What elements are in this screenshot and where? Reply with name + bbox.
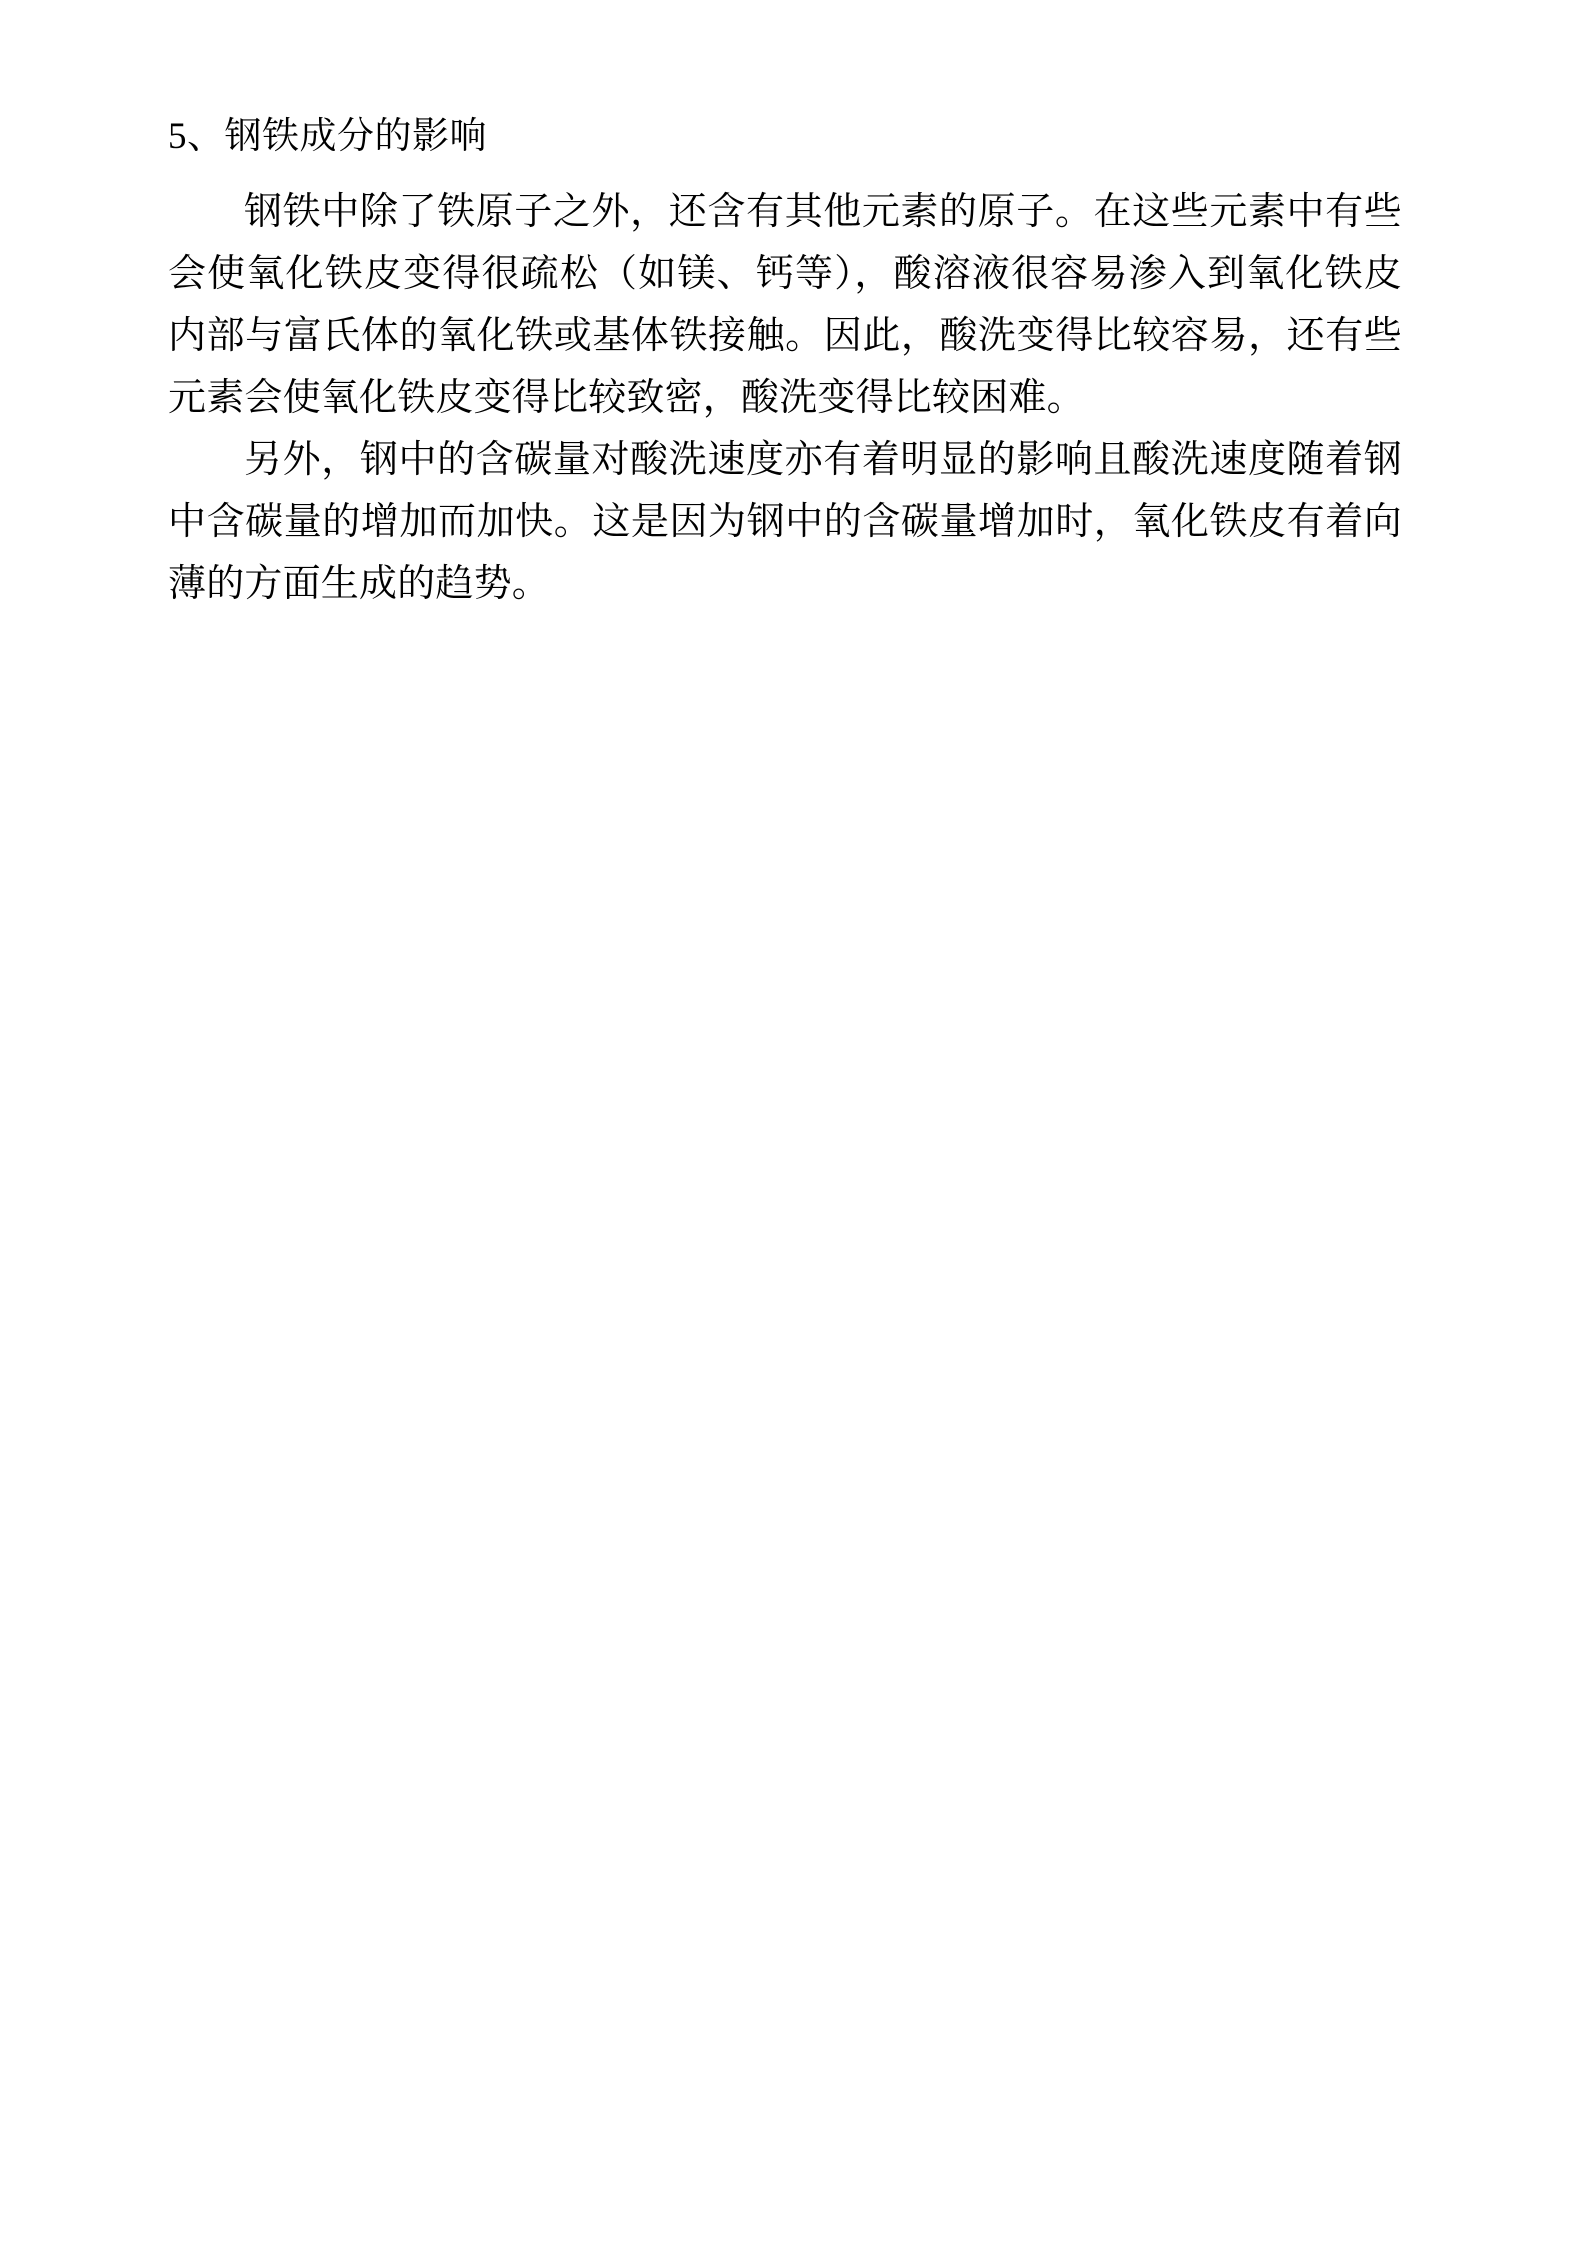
section-heading: 5、钢铁成分的影响	[168, 116, 487, 157]
body-paragraph-2: 另外，钢中的含碳量对酸洗速度亦有着明显的影响且酸洗速度随着钢中含碳量的增加而加快。这是因为钢中的含碳量增加时，氧化铁皮有着向薄的方面生成的趋势。	[168, 439, 1402, 605]
document-body	[168, 118, 1402, 615]
body-paragraph-1: 钢铁中除了铁原子之外，还含有其他元素的原子。在这些元素中有些会使氧化铁皮变得很疏松（如镁、钙等），酸溶液很容易渗入到氧化铁皮内部与富氏体的氧化铁或基体铁接触。因此，酸洗变得比较容易，还有些元素会使氧化铁皮变得比较致密，酸洗变得比较困难。	[168, 191, 1402, 419]
